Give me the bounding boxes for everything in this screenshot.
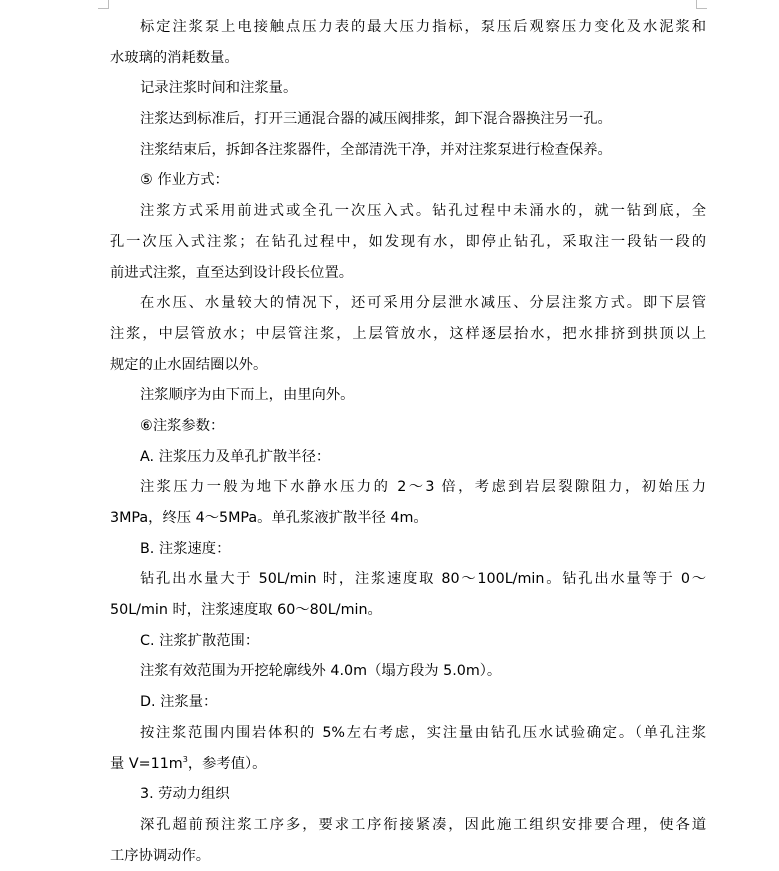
paragraph-line: 注浆顺序为由下而上，由里向外。 bbox=[140, 387, 355, 404]
text-run: ，参考值）。 bbox=[187, 755, 267, 772]
paragraph-line: 记录注浆时间和注浆量。 bbox=[140, 80, 298, 97]
section-heading: 3. 劳动力组织 bbox=[140, 786, 230, 803]
subsection-heading: C. 注浆扩散范围： bbox=[140, 632, 260, 649]
paragraph-line bbox=[110, 749, 706, 780]
paragraph-line: 注浆结束后，拆卸各注浆器件，全部清洗干净，并对注浆泵进行检查保养。 bbox=[140, 141, 612, 158]
subsection-heading: D. 注浆量： bbox=[140, 694, 218, 711]
subsection-heading: A. 注浆压力及单孔扩散半径： bbox=[140, 448, 331, 465]
text-run: 量 V=11m bbox=[110, 755, 183, 772]
paragraph-line: 前进式注浆，直至达到设计段长位置。 bbox=[110, 264, 354, 281]
margin-corner-mark-left bbox=[98, 0, 109, 9]
section-heading: ⑤ 作业方式： bbox=[140, 172, 229, 189]
paragraph-line: 在水压、水量较大的情况下，还可采用分层泄水减压、分层注浆方式。即下层管 bbox=[140, 295, 706, 312]
subsection-heading: B. 注浆速度： bbox=[140, 540, 231, 557]
paragraph-line: 按注浆范围内围岩体积的 5%左右考虑，实注量由钻孔压水试验确定。（单孔注浆 bbox=[140, 724, 706, 741]
paragraph-line: 深孔超前预注浆工序多，要求工序衔接紧凑，因此施工组织安排要合理，使各道 bbox=[140, 816, 706, 833]
paragraph-line: 50L/min 时，注浆速度取 60～80L/min。 bbox=[110, 602, 382, 619]
paragraph-line: 注浆方式采用前进式或全孔一次压入式。钻孔过程中未涌水的，就一钻到底，全 bbox=[140, 203, 706, 220]
margin-corner-mark-right bbox=[696, 0, 707, 9]
paragraph-line: 注浆压力一般为地下水静水压力的 2～3 倍，考虑到岩层裂隙阻力，初始压力 bbox=[140, 479, 706, 496]
paragraph-line: 注浆达到标准后，打开三通混合器的减压阀排浆，卸下混合器换注另一孔。 bbox=[140, 111, 612, 128]
paragraph-line: 标定注浆泵上电接触点压力表的最大压力指标，泵压后观察压力变化及水泥浆和 bbox=[140, 19, 706, 35]
paragraph-line: 孔一次压入式注浆；在钻孔过程中，如发现有水，即停止钻孔，采取注一段钻一段的 bbox=[110, 233, 706, 250]
section-heading: ⑥注浆参数： bbox=[140, 417, 225, 434]
superscript: 3 bbox=[182, 754, 188, 764]
paragraph-line: 规定的止水固结圈以外。 bbox=[110, 356, 268, 373]
paragraph-line: 注浆，中层管放水；中层管注浆，上层管放水，这样逐层抬水，把水排挤到拱顶以上 bbox=[110, 325, 706, 342]
paragraph-line: 工序协调动作。 bbox=[110, 847, 211, 864]
paragraph-line: 3MPa，终压 4～5MPa。单孔浆液扩散半径 4m。 bbox=[110, 510, 428, 526]
paragraph-line: 钻孔出水量大于 50L/min 时，注浆速度取 80～100L/min。钻孔出水量等于 0～ bbox=[140, 571, 706, 588]
paragraph-line: 注浆有效范围为开挖轮廓线外 4.0m（塌方段为 5.0m）。 bbox=[140, 663, 502, 680]
document-body bbox=[110, 12, 706, 871]
paragraph-line: 水玻璃的消耗数量。 bbox=[110, 49, 239, 66]
